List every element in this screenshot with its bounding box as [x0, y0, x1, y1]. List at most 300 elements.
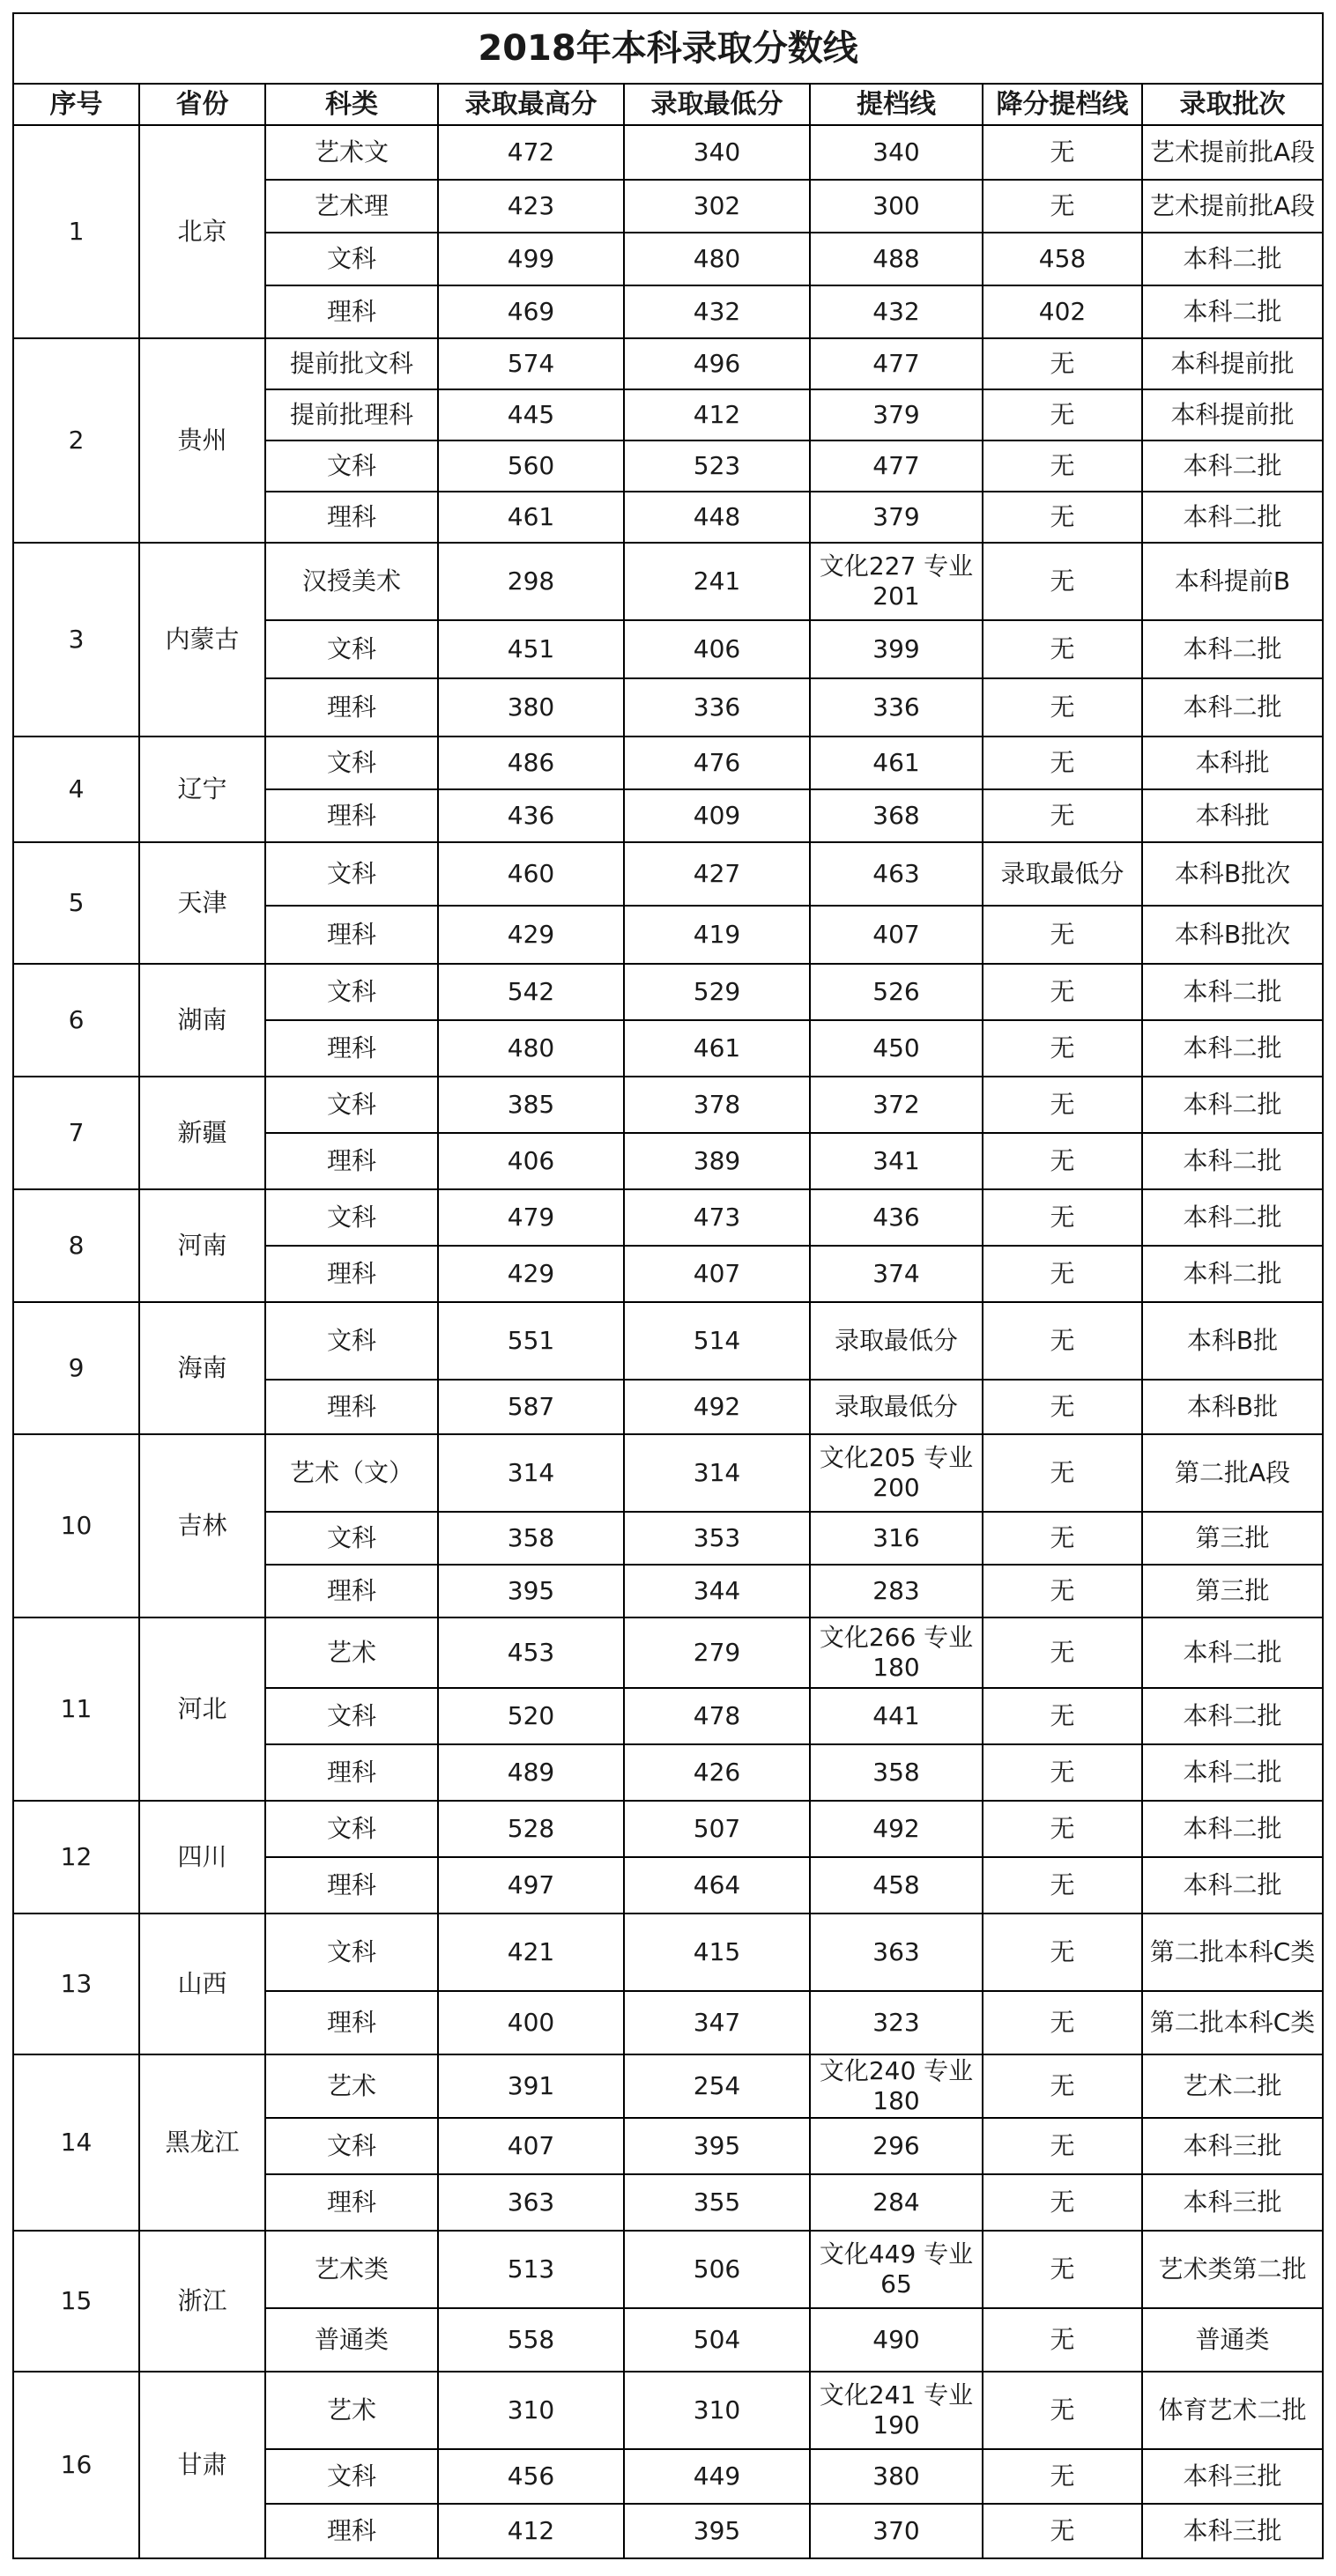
- batch-cell: 第三批: [1142, 1565, 1323, 1617]
- province-cell: 海南: [139, 1302, 265, 1434]
- reduced-cutoff-cell: 无: [983, 180, 1142, 233]
- min-score-cell: 409: [624, 789, 810, 842]
- min-score-cell: 478: [624, 1688, 810, 1744]
- table-row: [13, 964, 1323, 1020]
- table-row: [13, 1302, 1323, 1380]
- category-cell: 文科: [265, 1688, 438, 1744]
- cutoff-cell: 458: [810, 1857, 983, 1913]
- category-cell: 文科: [265, 1189, 438, 1246]
- reduced-cutoff-cell: 无: [983, 1380, 1142, 1434]
- reduced-cutoff-cell: 无: [983, 789, 1142, 842]
- min-score-cell: 406: [624, 620, 810, 678]
- max-score-cell: 551: [438, 1302, 624, 1380]
- max-score-cell: 469: [438, 285, 624, 338]
- batch-cell: 本科二批: [1142, 1189, 1323, 1246]
- table-row: [13, 2231, 1323, 2308]
- cutoff-cell: 323: [810, 1991, 983, 2054]
- batch-cell: 本科提前批: [1142, 338, 1323, 389]
- table-title: 2018年本科录取分数线: [13, 13, 1323, 84]
- category-cell: 艺术文: [265, 125, 438, 180]
- reduced-cutoff-cell: 无: [983, 678, 1142, 737]
- max-score-cell: 400: [438, 1991, 624, 2054]
- province-cell: 山西: [139, 1913, 265, 2054]
- index-cell: 3: [13, 543, 139, 737]
- reduced-cutoff-cell: 无: [983, 1688, 1142, 1744]
- max-score-cell: 558: [438, 2308, 624, 2372]
- batch-cell: 本科B批: [1142, 1380, 1323, 1434]
- min-score-cell: 507: [624, 1801, 810, 1857]
- batch-cell: 本科二批: [1142, 620, 1323, 678]
- min-score-cell: 302: [624, 180, 810, 233]
- cutoff-cell: 336: [810, 678, 983, 737]
- batch-cell: 体育艺术二批: [1142, 2372, 1323, 2449]
- reduced-cutoff-cell: 无: [983, 1246, 1142, 1302]
- category-cell: 理科: [265, 1857, 438, 1913]
- header-max-score: 录取最高分: [438, 84, 624, 125]
- category-cell: 理科: [265, 285, 438, 338]
- batch-cell: 本科提前B: [1142, 543, 1323, 620]
- table-row: [13, 2054, 1323, 2118]
- max-score-cell: 429: [438, 906, 624, 964]
- index-cell: 2: [13, 338, 139, 543]
- min-score-cell: 504: [624, 2308, 810, 2372]
- min-score-cell: 355: [624, 2174, 810, 2231]
- batch-cell: 本科二批: [1142, 964, 1323, 1020]
- max-score-cell: 310: [438, 2372, 624, 2449]
- category-cell: 文科: [265, 1512, 438, 1565]
- header-batch: 录取批次: [1142, 84, 1323, 125]
- header-row: [13, 84, 1323, 125]
- index-cell: 16: [13, 2372, 139, 2558]
- table-body: [13, 125, 1323, 2558]
- category-cell: 文科: [265, 620, 438, 678]
- max-score-cell: 574: [438, 338, 624, 389]
- category-cell: 文科: [265, 842, 438, 906]
- reduced-cutoff-cell: 无: [983, 1189, 1142, 1246]
- province-cell: 新疆: [139, 1077, 265, 1189]
- min-score-cell: 254: [624, 2054, 810, 2118]
- cutoff-cell: 461: [810, 737, 983, 789]
- category-cell: 理科: [265, 678, 438, 737]
- category-cell: 艺术（文）: [265, 1434, 438, 1512]
- province-cell: 黑龙江: [139, 2054, 265, 2231]
- reduced-cutoff-cell: 无: [983, 440, 1142, 492]
- min-score-cell: 412: [624, 389, 810, 440]
- max-score-cell: 587: [438, 1380, 624, 1434]
- reduced-cutoff-cell: 无: [983, 964, 1142, 1020]
- batch-cell: 艺术提前批A段: [1142, 180, 1323, 233]
- table-row: [13, 1617, 1323, 1688]
- batch-cell: 第二批A段: [1142, 1434, 1323, 1512]
- max-score-cell: 528: [438, 1801, 624, 1857]
- category-cell: 理科: [265, 1744, 438, 1801]
- batch-cell: 第二批本科C类: [1142, 1991, 1323, 2054]
- header-min-score: 录取最低分: [624, 84, 810, 125]
- category-cell: 文科: [265, 1801, 438, 1857]
- max-score-cell: 451: [438, 620, 624, 678]
- max-score-cell: 436: [438, 789, 624, 842]
- cutoff-cell: 432: [810, 285, 983, 338]
- index-cell: 12: [13, 1801, 139, 1913]
- batch-cell: 本科B批次: [1142, 906, 1323, 964]
- max-score-cell: 461: [438, 492, 624, 543]
- index-cell: 6: [13, 964, 139, 1077]
- category-cell: 理科: [265, 789, 438, 842]
- batch-cell: 本科三批: [1142, 2174, 1323, 2231]
- cutoff-cell: 441: [810, 1688, 983, 1744]
- reduced-cutoff-cell: 458: [983, 233, 1142, 285]
- cutoff-cell: 370: [810, 2504, 983, 2558]
- min-score-cell: 432: [624, 285, 810, 338]
- batch-cell: 本科二批: [1142, 1688, 1323, 1744]
- max-score-cell: 298: [438, 543, 624, 620]
- max-score-cell: 479: [438, 1189, 624, 1246]
- reduced-cutoff-cell: 无: [983, 125, 1142, 180]
- min-score-cell: 314: [624, 1434, 810, 1512]
- category-cell: 提前批理科: [265, 389, 438, 440]
- reduced-cutoff-cell: 无: [983, 1512, 1142, 1565]
- category-cell: 汉授美术: [265, 543, 438, 620]
- min-score-cell: 310: [624, 2372, 810, 2449]
- title-row: [13, 13, 1323, 84]
- cutoff-cell: 文化241 专业190: [810, 2372, 983, 2449]
- cutoff-cell: 文化205 专业200: [810, 1434, 983, 1512]
- cutoff-cell: 录取最低分: [810, 1380, 983, 1434]
- category-cell: 文科: [265, 737, 438, 789]
- min-score-cell: 415: [624, 1913, 810, 1991]
- table-row: [13, 125, 1323, 180]
- table-row: [13, 1801, 1323, 1857]
- province-cell: 北京: [139, 125, 265, 338]
- category-cell: 文科: [265, 440, 438, 492]
- min-score-cell: 427: [624, 842, 810, 906]
- min-score-cell: 347: [624, 1991, 810, 2054]
- province-cell: 甘肃: [139, 2372, 265, 2558]
- cutoff-cell: 文化227 专业201: [810, 543, 983, 620]
- cutoff-cell: 283: [810, 1565, 983, 1617]
- max-score-cell: 542: [438, 964, 624, 1020]
- table-row: [13, 338, 1323, 389]
- cutoff-cell: 399: [810, 620, 983, 678]
- max-score-cell: 407: [438, 2118, 624, 2174]
- cutoff-cell: 380: [810, 2449, 983, 2504]
- cutoff-cell: 录取最低分: [810, 1302, 983, 1380]
- category-cell: 提前批文科: [265, 338, 438, 389]
- cutoff-cell: 340: [810, 125, 983, 180]
- cutoff-cell: 363: [810, 1913, 983, 1991]
- index-cell: 5: [13, 842, 139, 964]
- reduced-cutoff-cell: 无: [983, 2449, 1142, 2504]
- batch-cell: 第二批本科C类: [1142, 1913, 1323, 1991]
- reduced-cutoff-cell: 无: [983, 2308, 1142, 2372]
- reduced-cutoff-cell: 无: [983, 1434, 1142, 1512]
- cutoff-cell: 341: [810, 1133, 983, 1189]
- header-index: 序号: [13, 84, 139, 125]
- category-cell: 文科: [265, 2449, 438, 2504]
- cutoff-cell: 文化449 专业65: [810, 2231, 983, 2308]
- max-score-cell: 456: [438, 2449, 624, 2504]
- reduced-cutoff-cell: 无: [983, 1133, 1142, 1189]
- batch-cell: 普通类: [1142, 2308, 1323, 2372]
- min-score-cell: 395: [624, 2118, 810, 2174]
- cutoff-cell: 436: [810, 1189, 983, 1246]
- province-cell: 贵州: [139, 338, 265, 543]
- max-score-cell: 391: [438, 2054, 624, 2118]
- index-cell: 9: [13, 1302, 139, 1434]
- cutoff-cell: 492: [810, 1801, 983, 1857]
- cutoff-cell: 284: [810, 2174, 983, 2231]
- header-province: 省份: [139, 84, 265, 125]
- cutoff-cell: 316: [810, 1512, 983, 1565]
- reduced-cutoff-cell: 无: [983, 906, 1142, 964]
- batch-cell: 艺术二批: [1142, 2054, 1323, 2118]
- batch-cell: 本科二批: [1142, 1077, 1323, 1133]
- score-table: [12, 12, 1324, 2559]
- min-score-cell: 523: [624, 440, 810, 492]
- batch-cell: 本科二批: [1142, 492, 1323, 543]
- min-score-cell: 476: [624, 737, 810, 789]
- max-score-cell: 380: [438, 678, 624, 737]
- max-score-cell: 460: [438, 842, 624, 906]
- category-cell: 文科: [265, 1077, 438, 1133]
- reduced-cutoff-cell: 无: [983, 2372, 1142, 2449]
- max-score-cell: 560: [438, 440, 624, 492]
- max-score-cell: 421: [438, 1913, 624, 1991]
- batch-cell: 本科批: [1142, 737, 1323, 789]
- table-row: [13, 842, 1323, 906]
- min-score-cell: 407: [624, 1246, 810, 1302]
- max-score-cell: 520: [438, 1688, 624, 1744]
- batch-cell: 本科二批: [1142, 678, 1323, 737]
- category-cell: 理科: [265, 906, 438, 964]
- province-cell: 辽宁: [139, 737, 265, 842]
- index-cell: 8: [13, 1189, 139, 1302]
- batch-cell: 本科二批: [1142, 440, 1323, 492]
- batch-cell: 本科三批: [1142, 2504, 1323, 2558]
- batch-cell: 本科提前批: [1142, 389, 1323, 440]
- min-score-cell: 378: [624, 1077, 810, 1133]
- min-score-cell: 279: [624, 1617, 810, 1688]
- province-cell: 四川: [139, 1801, 265, 1913]
- score-table-container: [12, 12, 1322, 2559]
- batch-cell: 本科二批: [1142, 233, 1323, 285]
- table-row: [13, 543, 1323, 620]
- reduced-cutoff-cell: 无: [983, 1857, 1142, 1913]
- min-score-cell: 496: [624, 338, 810, 389]
- category-cell: 文科: [265, 1302, 438, 1380]
- min-score-cell: 426: [624, 1744, 810, 1801]
- min-score-cell: 492: [624, 1380, 810, 1434]
- cutoff-cell: 463: [810, 842, 983, 906]
- cutoff-cell: 374: [810, 1246, 983, 1302]
- reduced-cutoff-cell: 无: [983, 1302, 1142, 1380]
- batch-cell: 本科二批: [1142, 1744, 1323, 1801]
- category-cell: 普通类: [265, 2308, 438, 2372]
- max-score-cell: 406: [438, 1133, 624, 1189]
- max-score-cell: 429: [438, 1246, 624, 1302]
- category-cell: 文科: [265, 2118, 438, 2174]
- cutoff-cell: 450: [810, 1020, 983, 1077]
- category-cell: 理科: [265, 1020, 438, 1077]
- cutoff-cell: 488: [810, 233, 983, 285]
- category-cell: 理科: [265, 1380, 438, 1434]
- min-score-cell: 353: [624, 1512, 810, 1565]
- table-row: [13, 1077, 1323, 1133]
- max-score-cell: 453: [438, 1617, 624, 1688]
- reduced-cutoff-cell: 无: [983, 2118, 1142, 2174]
- reduced-cutoff-cell: 无: [983, 543, 1142, 620]
- cutoff-cell: 526: [810, 964, 983, 1020]
- category-cell: 理科: [265, 1133, 438, 1189]
- max-score-cell: 385: [438, 1077, 624, 1133]
- cutoff-cell: 372: [810, 1077, 983, 1133]
- reduced-cutoff-cell: 无: [983, 737, 1142, 789]
- batch-cell: 本科B批: [1142, 1302, 1323, 1380]
- reduced-cutoff-cell: 无: [983, 2504, 1142, 2558]
- category-cell: 理科: [265, 1246, 438, 1302]
- min-score-cell: 514: [624, 1302, 810, 1380]
- reduced-cutoff-cell: 无: [983, 389, 1142, 440]
- category-cell: 艺术: [265, 2054, 438, 2118]
- min-score-cell: 448: [624, 492, 810, 543]
- category-cell: 艺术理: [265, 180, 438, 233]
- reduced-cutoff-cell: 无: [983, 338, 1142, 389]
- max-score-cell: 513: [438, 2231, 624, 2308]
- min-score-cell: 464: [624, 1857, 810, 1913]
- category-cell: 艺术: [265, 1617, 438, 1688]
- batch-cell: 艺术类第二批: [1142, 2231, 1323, 2308]
- min-score-cell: 395: [624, 2504, 810, 2558]
- province-cell: 内蒙古: [139, 543, 265, 737]
- category-cell: 文科: [265, 964, 438, 1020]
- reduced-cutoff-cell: 无: [983, 1077, 1142, 1133]
- reduced-cutoff-cell: 无: [983, 1020, 1142, 1077]
- max-score-cell: 497: [438, 1857, 624, 1913]
- min-score-cell: 461: [624, 1020, 810, 1077]
- category-cell: 文科: [265, 1913, 438, 1991]
- category-cell: 理科: [265, 492, 438, 543]
- province-cell: 浙江: [139, 2231, 265, 2372]
- category-cell: 艺术: [265, 2372, 438, 2449]
- cutoff-cell: 477: [810, 338, 983, 389]
- category-cell: 理科: [265, 1565, 438, 1617]
- reduced-cutoff-cell: 无: [983, 620, 1142, 678]
- cutoff-cell: 490: [810, 2308, 983, 2372]
- min-score-cell: 449: [624, 2449, 810, 2504]
- min-score-cell: 241: [624, 543, 810, 620]
- max-score-cell: 423: [438, 180, 624, 233]
- cutoff-cell: 407: [810, 906, 983, 964]
- min-score-cell: 473: [624, 1189, 810, 1246]
- batch-cell: 本科二批: [1142, 1020, 1323, 1077]
- cutoff-cell: 文化266 专业180: [810, 1617, 983, 1688]
- max-score-cell: 412: [438, 2504, 624, 2558]
- min-score-cell: 480: [624, 233, 810, 285]
- cutoff-cell: 477: [810, 440, 983, 492]
- batch-cell: 本科二批: [1142, 285, 1323, 338]
- index-cell: 4: [13, 737, 139, 842]
- cutoff-cell: 358: [810, 1744, 983, 1801]
- cutoff-cell: 296: [810, 2118, 983, 2174]
- province-cell: 吉林: [139, 1434, 265, 1617]
- reduced-cutoff-cell: 无: [983, 1744, 1142, 1801]
- header-category: 科类: [265, 84, 438, 125]
- batch-cell: 本科二批: [1142, 1857, 1323, 1913]
- index-cell: 10: [13, 1434, 139, 1617]
- batch-cell: 第三批: [1142, 1512, 1323, 1565]
- max-score-cell: 480: [438, 1020, 624, 1077]
- reduced-cutoff-cell: 无: [983, 2231, 1142, 2308]
- province-cell: 湖南: [139, 964, 265, 1077]
- index-cell: 1: [13, 125, 139, 338]
- min-score-cell: 340: [624, 125, 810, 180]
- batch-cell: 本科三批: [1142, 2449, 1323, 2504]
- batch-cell: 本科二批: [1142, 1133, 1323, 1189]
- max-score-cell: 489: [438, 1744, 624, 1801]
- table-row: [13, 2372, 1323, 2449]
- index-cell: 7: [13, 1077, 139, 1189]
- batch-cell: 艺术提前批A段: [1142, 125, 1323, 180]
- min-score-cell: 344: [624, 1565, 810, 1617]
- max-score-cell: 395: [438, 1565, 624, 1617]
- batch-cell: 本科二批: [1142, 1801, 1323, 1857]
- reduced-cutoff-cell: 无: [983, 1801, 1142, 1857]
- cutoff-cell: 379: [810, 492, 983, 543]
- reduced-cutoff-cell: 无: [983, 1565, 1142, 1617]
- category-cell: 理科: [265, 2174, 438, 2231]
- reduced-cutoff-cell: 无: [983, 492, 1142, 543]
- min-score-cell: 419: [624, 906, 810, 964]
- category-cell: 文科: [265, 233, 438, 285]
- min-score-cell: 506: [624, 2231, 810, 2308]
- index-cell: 14: [13, 2054, 139, 2231]
- province-cell: 河北: [139, 1617, 265, 1801]
- batch-cell: 本科B批次: [1142, 842, 1323, 906]
- max-score-cell: 358: [438, 1512, 624, 1565]
- index-cell: 13: [13, 1913, 139, 2054]
- reduced-cutoff-cell: 无: [983, 2174, 1142, 2231]
- cutoff-cell: 379: [810, 389, 983, 440]
- table-row: [13, 1434, 1323, 1512]
- cutoff-cell: 368: [810, 789, 983, 842]
- batch-cell: 本科二批: [1142, 1246, 1323, 1302]
- min-score-cell: 389: [624, 1133, 810, 1189]
- province-cell: 天津: [139, 842, 265, 964]
- table-row: [13, 1189, 1323, 1246]
- batch-cell: 本科三批: [1142, 2118, 1323, 2174]
- reduced-cutoff-cell: 无: [983, 2054, 1142, 2118]
- reduced-cutoff-cell: 402: [983, 285, 1142, 338]
- cutoff-cell: 300: [810, 180, 983, 233]
- header-reduced-cutoff: 降分提档线: [983, 84, 1142, 125]
- max-score-cell: 363: [438, 2174, 624, 2231]
- index-cell: 15: [13, 2231, 139, 2372]
- max-score-cell: 445: [438, 389, 624, 440]
- category-cell: 理科: [265, 1991, 438, 2054]
- header-cutoff: 提档线: [810, 84, 983, 125]
- reduced-cutoff-cell: 录取最低分: [983, 842, 1142, 906]
- max-score-cell: 486: [438, 737, 624, 789]
- max-score-cell: 314: [438, 1434, 624, 1512]
- index-cell: 11: [13, 1617, 139, 1801]
- province-cell: 河南: [139, 1189, 265, 1302]
- category-cell: 理科: [265, 2504, 438, 2558]
- min-score-cell: 529: [624, 964, 810, 1020]
- batch-cell: 本科批: [1142, 789, 1323, 842]
- reduced-cutoff-cell: 无: [983, 1991, 1142, 2054]
- cutoff-cell: 文化240 专业180: [810, 2054, 983, 2118]
- reduced-cutoff-cell: 无: [983, 1913, 1142, 1991]
